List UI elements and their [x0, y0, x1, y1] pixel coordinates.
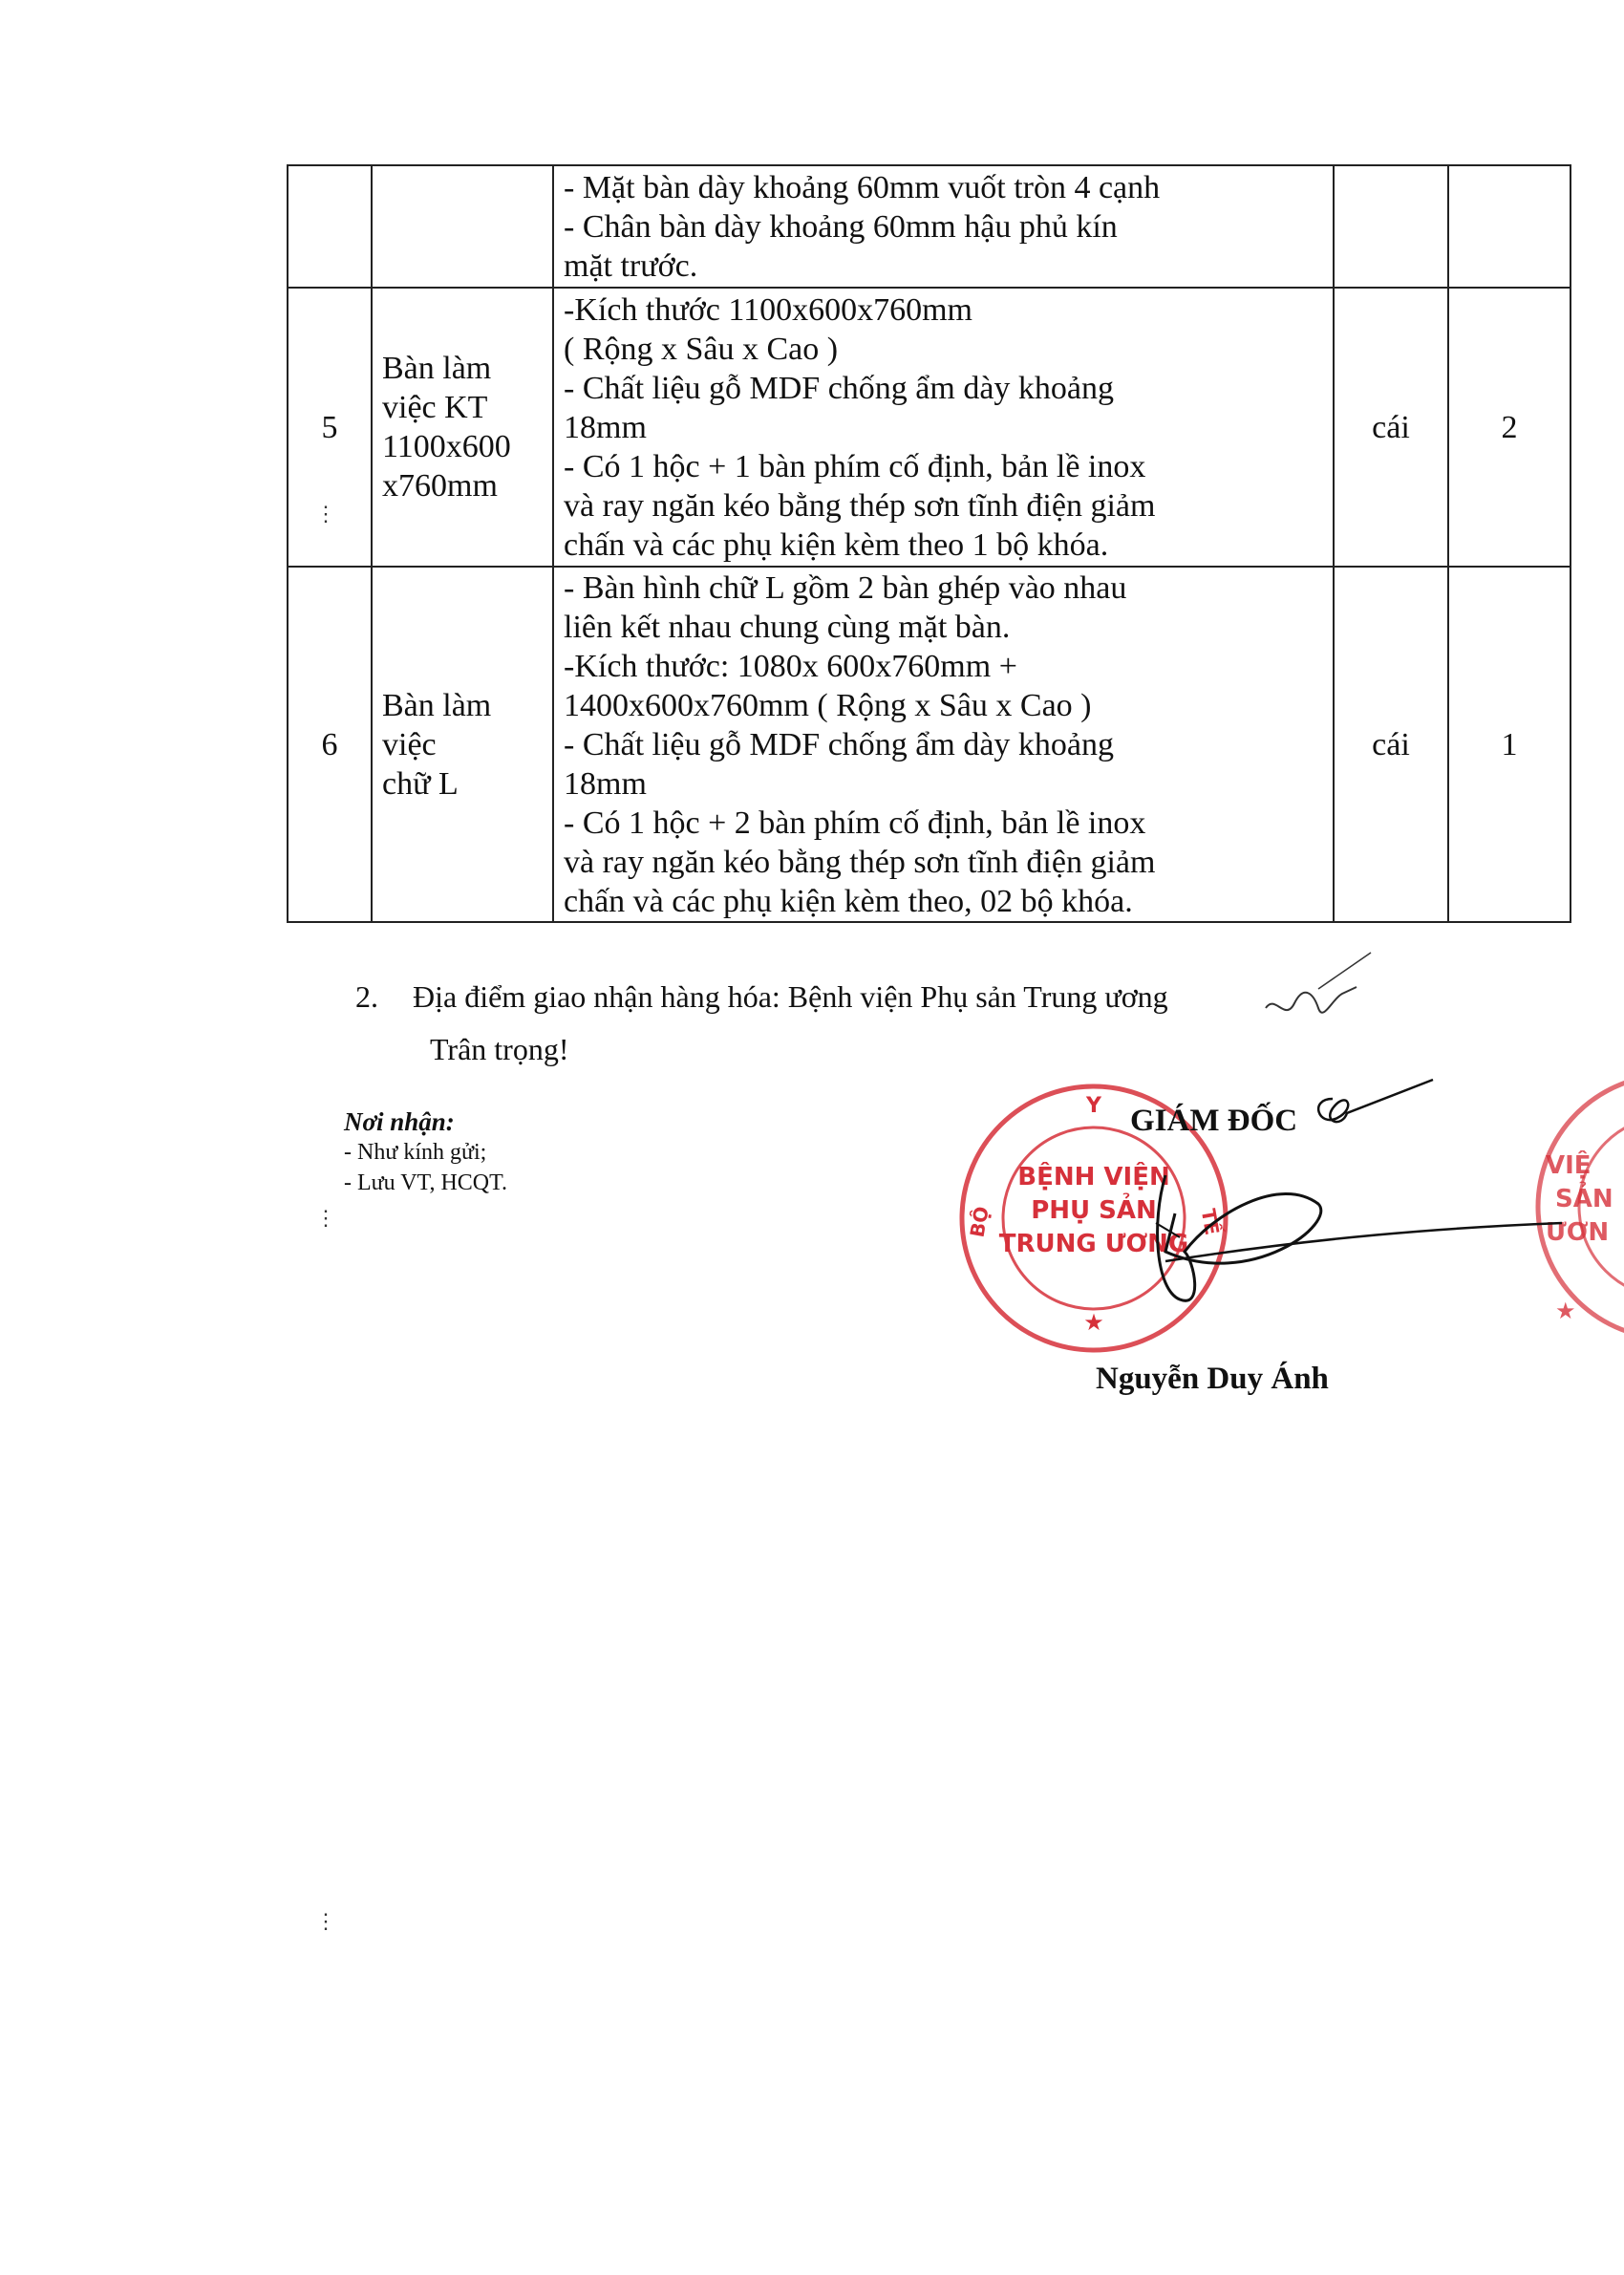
table-row [288, 567, 1571, 922]
description-line: và ray ngăn kéo bằng thép sơn tĩnh điện giảm [564, 844, 1156, 880]
description-line: - Chân bàn dày khoảng 60mm hậu phủ kín [564, 208, 1118, 245]
director-signature [1127, 1070, 1567, 1319]
item-name-line: x760mm [382, 468, 498, 504]
partial-stamp-line-2: SẢN [1555, 1185, 1613, 1213]
item-name-line: Bàn làm [382, 351, 492, 386]
description-line: mặt trước. [564, 247, 698, 284]
cell-unit [1334, 165, 1448, 288]
table-row [288, 165, 1571, 288]
scan-dots: ⋮ [315, 502, 336, 526]
stamp-right-letters: TẾ [1196, 1207, 1225, 1237]
cell-quantity: 2 [1448, 288, 1571, 567]
recipients-header: Nơi nhận: [344, 1107, 455, 1136]
delivery-text: Địa điểm giao nhận hàng hóa: Bệnh viện Phụ sản Trung ương [413, 979, 1168, 1014]
description-line: 18mm [564, 765, 647, 802]
description-line: và ray ngăn kéo bằng thép sơn tĩnh điện giảm [564, 487, 1156, 524]
signer-name: Nguyễn Duy Ánh [1096, 1362, 1329, 1396]
partial-stamp-star-icon: ★ [1555, 1299, 1576, 1324]
cell-quantity: 1 [1448, 567, 1571, 922]
cell-unit: cái [1334, 567, 1448, 922]
director-title: GIÁM ĐỐC [1130, 1104, 1298, 1138]
stamp-star-icon: ★ [1083, 1311, 1104, 1336]
description-line: chấn và các phụ kiện kèm theo, 02 bộ khóa. [564, 883, 1133, 919]
cell-stt: 6 [288, 567, 372, 922]
description-line: 1400x600x760mm ( Rộng x Sâu x Cao ) [564, 687, 1092, 723]
cell-description [553, 567, 1334, 922]
recipient-item: - Lưu VT, HCQT. [344, 1170, 507, 1195]
cell-description [553, 165, 1334, 288]
description-line: liên kết nhau chung cùng mặt bàn. [564, 609, 1011, 645]
stamp-top-letter: Y [1086, 1094, 1101, 1118]
description-line: - Bàn hình chữ L gồm 2 bàn ghép vào nhau [564, 569, 1127, 606]
cell-quantity [1448, 165, 1571, 288]
description-line: - Chất liệu gỗ MDF chống ẩm dày khoảng [564, 370, 1115, 406]
description-line: ( Rộng x Sâu x Cao ) [564, 331, 839, 367]
cell-item-name [372, 567, 553, 922]
item-name-line: việc KT [382, 390, 488, 425]
description-line: - Có 1 hộc + 1 bàn phím cố định, bản lề inox [564, 448, 1146, 484]
description-line: -Kích thước: 1080x 600x760mm + [564, 648, 1017, 684]
cell-unit: cái [1334, 288, 1448, 567]
description-line: - Có 1 hộc + 2 bàn phím cố định, bản lề inox [564, 805, 1146, 841]
recipients-block [344, 1106, 507, 1198]
stamp-left-letters: BỘ [965, 1204, 994, 1239]
closing-greeting: Trân trọng! [430, 1032, 569, 1066]
cell-item-name [372, 165, 553, 288]
items-table-body [288, 165, 1571, 922]
partial-stamp-line-1: VIỆ [1546, 1151, 1592, 1180]
item-name-line: chữ L [382, 765, 459, 802]
scan-dots: ⋮ [315, 1909, 336, 1933]
description-line: - Mặt bàn dày khoảng 60mm vuốt tròn 4 cạnh [564, 169, 1161, 205]
partial-stamp-line-3: ƯƠN [1546, 1218, 1610, 1247]
stamp-line-3: TRUNG ƯƠNG [998, 1230, 1189, 1258]
item-name-line: 1100x600 [382, 429, 511, 464]
delivery-number: 2. [355, 979, 378, 1014]
scan-dots: ⋮ [315, 1206, 336, 1230]
table-row [288, 288, 1571, 567]
description-line: -Kích thước 1100x600x760mm [564, 291, 972, 328]
description-line: - Chất liệu gỗ MDF chống ẩm dày khoảng [564, 726, 1115, 762]
item-name-line: việc [382, 726, 437, 762]
description-line: 18mm [564, 409, 647, 445]
items-table [287, 164, 1571, 923]
cell-stt: 5 [288, 288, 372, 567]
initial-paraph [1261, 951, 1376, 1027]
description-line: chấn và các phụ kiện kèm theo 1 bộ khóa. [564, 526, 1109, 563]
cell-description [553, 288, 1334, 567]
stamp-line-2: PHỤ SẢN [1031, 1196, 1157, 1225]
item-name-line: Bàn làm [382, 687, 492, 723]
recipient-item: - Như kính gửi; [344, 1140, 487, 1165]
cell-stt [288, 165, 372, 288]
cell-item-name [372, 288, 553, 567]
delivery-location [355, 979, 1168, 1015]
stamp-line-1: BỆNH VIỆN [1017, 1163, 1170, 1191]
